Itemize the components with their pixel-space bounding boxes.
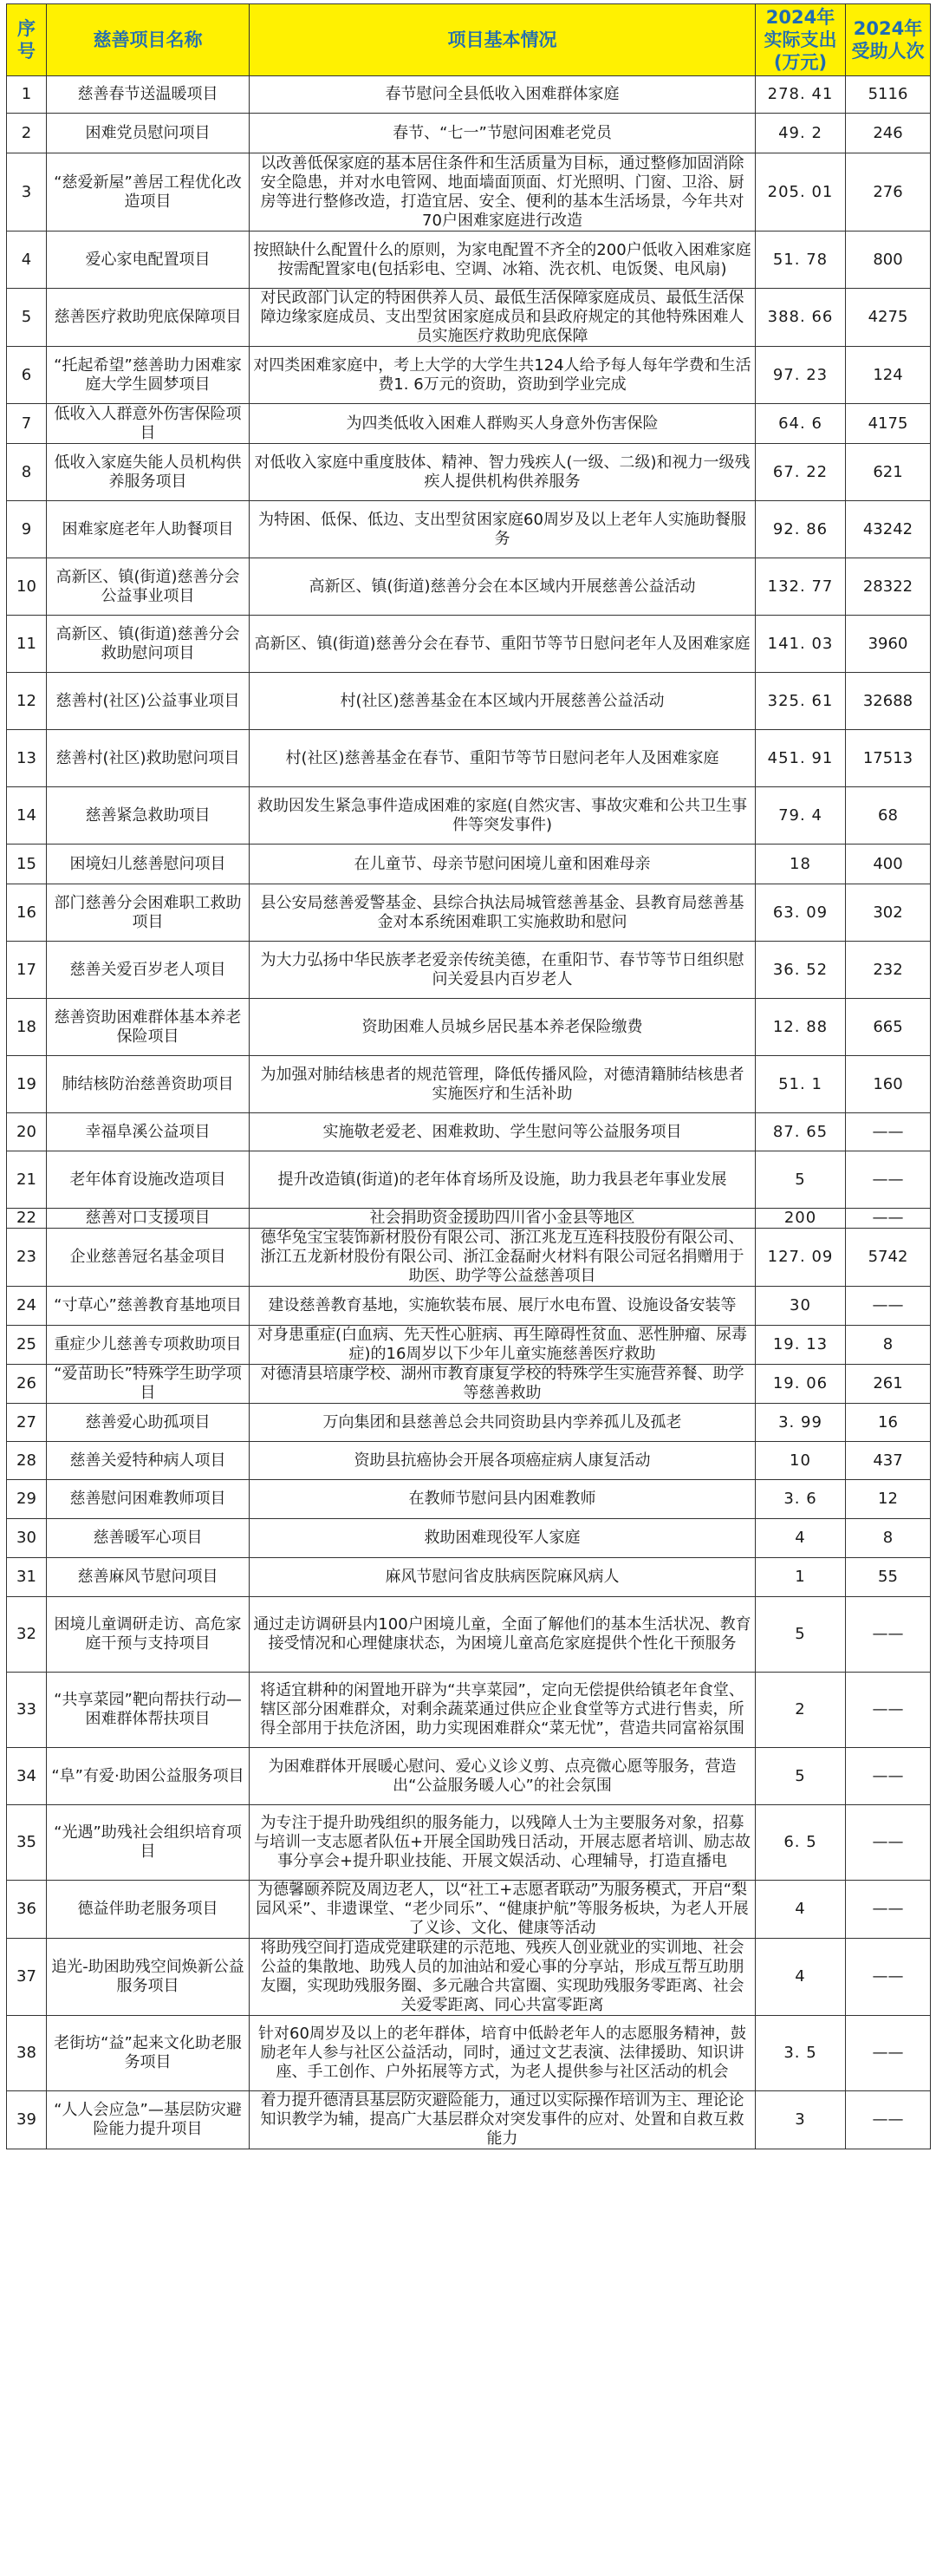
expenditure-amount: 4: [756, 1939, 846, 2016]
table-row: [7, 999, 931, 1056]
project-description: 建设慈善教育基地，实施软装布展、展厅水电布置、设施设备安装等: [250, 1287, 756, 1326]
expenditure-amount: 1: [756, 1558, 846, 1597]
table-row: [7, 232, 931, 289]
project-name: 困难党员慰问项目: [47, 114, 250, 153]
project-name: 慈善资助困难群体基本养老保险项目: [47, 999, 250, 1056]
row-number: 1: [7, 76, 47, 114]
beneficiary-count: 400: [846, 845, 931, 884]
table-row: [7, 1326, 931, 1365]
project-description: 将适宜耕种的闲置地开辟为“共享菜园”，定向无偿提供给镇老年食堂、辖区部分困难群众，对剩余蔬菜通过供应企业食堂等方式进行售卖，所得全部用于扶危济困，助力实现困难群众“菜无忧”，营造共同富裕氛围: [250, 1673, 756, 1748]
beneficiary-count: 621: [846, 444, 931, 501]
header-people: 2024年受助人次: [846, 4, 931, 76]
project-name: 幸福阜溪公益项目: [47, 1113, 250, 1151]
beneficiary-count: 4175: [846, 404, 931, 444]
project-name: 老街坊“益”起来文化助老服务项目: [47, 2016, 250, 2091]
beneficiary-count: 261: [846, 1365, 931, 1404]
project-name: 慈善关爱特种病人项目: [47, 1442, 250, 1480]
project-description: 为加强对肺结核患者的规范管理，降低传播风险，对德清籍肺结核患者实施医疗和生活补助: [250, 1056, 756, 1113]
table-row: [7, 1480, 931, 1519]
row-number: 20: [7, 1113, 47, 1151]
table-row: [7, 1365, 931, 1404]
expenditure-amount: 3. 99: [756, 1404, 846, 1442]
table-row: [7, 1056, 931, 1113]
beneficiary-count: 665: [846, 999, 931, 1056]
header-desc: 项目基本情况: [250, 4, 756, 76]
beneficiary-count: 246: [846, 114, 931, 153]
expenditure-amount: 51. 1: [756, 1056, 846, 1113]
table-row: [7, 347, 931, 404]
row-number: 37: [7, 1939, 47, 2016]
table-row: [7, 1229, 931, 1287]
beneficiary-count: 16: [846, 1404, 931, 1442]
row-number: 30: [7, 1519, 47, 1558]
beneficiary-count: 302: [846, 884, 931, 942]
expenditure-amount: 325. 61: [756, 673, 846, 730]
beneficiary-count: 124: [846, 347, 931, 404]
row-number: 29: [7, 1480, 47, 1519]
project-description: 以改善低保家庭的基本居住条件和生活质量为目标，通过整修加固消除安全隐患，并对水电管网、地面墙面顶面、灯光照明、门窗、卫浴、厨房等进行整修改造，打造宜居、安全、便利的基本生活场景，今年共对70户困难家庭进行改造: [250, 153, 756, 232]
table-row: [7, 673, 931, 730]
expenditure-amount: 97. 23: [756, 347, 846, 404]
project-name: 慈善医疗救助兜底保障项目: [47, 289, 250, 347]
beneficiary-count: 437: [846, 1442, 931, 1480]
project-description: 针对60周岁及以上的老年群体，培育中低龄老年人的志愿服务精神，鼓励老年人参与社区公益活动，同时，通过文艺表演、法律援助、知识讲座、手工创作、户外拓展等方式，为老人提供参与社区活动的机会: [250, 2016, 756, 2091]
table-row: [7, 942, 931, 999]
row-number: 14: [7, 787, 47, 845]
table-row: [7, 730, 931, 787]
project-name: 高新区、镇(街道)慈善分会公益事业项目: [47, 558, 250, 616]
project-name: “人人会应急”—基层防灾避险能力提升项目: [47, 2091, 250, 2149]
expenditure-amount: 6. 5: [756, 1805, 846, 1881]
row-number: 15: [7, 845, 47, 884]
project-description: 通过走访调研县内100户困境儿童，全面了解他们的基本生活状况、教育接受情况和心理健康状态，为困境儿童高危家庭提供个性化干预服务: [250, 1597, 756, 1673]
beneficiary-count: ——: [846, 1287, 931, 1326]
beneficiary-count: 276: [846, 153, 931, 232]
beneficiary-count: ——: [846, 1209, 931, 1229]
table-row: [7, 1673, 931, 1748]
row-number: 16: [7, 884, 47, 942]
table-row: [7, 1442, 931, 1480]
project-description: 德华兔宝宝装饰新材股份有限公司、浙江兆龙互连科技股份有限公司、浙江五龙新材股份有限公司、浙江金磊耐火材料有限公司冠名捐赠用于助医、助学等公益慈善项目: [250, 1229, 756, 1287]
expenditure-amount: 92. 86: [756, 501, 846, 558]
project-name: 重症少儿慈善专项救助项目: [47, 1326, 250, 1365]
project-name: 企业慈善冠名基金项目: [47, 1229, 250, 1287]
expenditure-amount: 67. 22: [756, 444, 846, 501]
row-number: 36: [7, 1881, 47, 1939]
row-number: 35: [7, 1805, 47, 1881]
project-description: 对低收入家庭中重度肢体、精神、智力残疾人(一级、二级)和视力一级残疾人提供机构供养服务: [250, 444, 756, 501]
beneficiary-count: 8: [846, 1326, 931, 1365]
beneficiary-count: 55: [846, 1558, 931, 1597]
project-name: “托起希望”慈善助力困难家庭大学生圆梦项目: [47, 347, 250, 404]
expenditure-amount: 4: [756, 1519, 846, 1558]
project-name: 慈善紧急救助项目: [47, 787, 250, 845]
project-name: 高新区、镇(街道)慈善分会救助慰问项目: [47, 616, 250, 673]
beneficiary-count: ——: [846, 1939, 931, 2016]
beneficiary-count: 12: [846, 1480, 931, 1519]
table-body: [7, 76, 931, 2149]
project-name: 慈善对口支援项目: [47, 1209, 250, 1229]
row-number: 33: [7, 1673, 47, 1748]
project-description: 高新区、镇(街道)慈善分会在春节、重阳节等节日慰问老年人及困难家庭: [250, 616, 756, 673]
row-number: 3: [7, 153, 47, 232]
project-description: 对身患重症(白血病、先天性心脏病、再生障碍性贫血、恶性肿瘤、尿毒症)的16周岁以下少年儿童实施慈善医疗救助: [250, 1326, 756, 1365]
beneficiary-count: ——: [846, 1113, 931, 1151]
row-number: 6: [7, 347, 47, 404]
row-number: 9: [7, 501, 47, 558]
table-row: [7, 884, 931, 942]
expenditure-amount: 10: [756, 1442, 846, 1480]
project-name: 爱心家电配置项目: [47, 232, 250, 289]
project-name: 慈善村(社区)救助慰问项目: [47, 730, 250, 787]
row-number: 23: [7, 1229, 47, 1287]
project-name: 慈善村(社区)公益事业项目: [47, 673, 250, 730]
beneficiary-count: 32688: [846, 673, 931, 730]
expenditure-amount: 2: [756, 1673, 846, 1748]
expenditure-amount: 200: [756, 1209, 846, 1229]
project-description: 为大力弘扬中华民族孝老爱亲传统美德，在重阳节、春节等节日组织慰问关爱县内百岁老人: [250, 942, 756, 999]
beneficiary-count: ——: [846, 2016, 931, 2091]
row-number: 12: [7, 673, 47, 730]
project-description: 救助因发生紧急事件造成困难的家庭(自然灾害、事故灾难和公共卫生事件等突发事件): [250, 787, 756, 845]
row-number: 8: [7, 444, 47, 501]
table-row: [7, 1805, 931, 1881]
project-description: 春节、“七一”节慰问困难老党员: [250, 114, 756, 153]
project-description: 麻风节慰问省皮肤病医院麻风病人: [250, 1558, 756, 1597]
expenditure-amount: 3. 5: [756, 2016, 846, 2091]
beneficiary-count: ——: [846, 1151, 931, 1209]
table-row: [7, 404, 931, 444]
table-row: [7, 76, 931, 114]
row-number: 17: [7, 942, 47, 999]
charity-projects-table: [6, 3, 931, 2149]
beneficiary-count: 800: [846, 232, 931, 289]
project-description: 将助残空间打造成党建联建的示范地、残疾人创业就业的实训地、社会公益的集散地、助残人员的加油站和爱心事的分享站，形成互帮互助朋友圈，实现助残服务圈、多元融合共富圈、实现助残服务零距离、社会关爱零距离、同心共富零距离: [250, 1939, 756, 2016]
project-description: 高新区、镇(街道)慈善分会在本区域内开展慈善公益活动: [250, 558, 756, 616]
row-number: 22: [7, 1209, 47, 1229]
expenditure-amount: 30: [756, 1287, 846, 1326]
table-row: [7, 444, 931, 501]
table-row: [7, 1558, 931, 1597]
project-description: 对德清县培康学校、湖州市教育康复学校的特殊学生实施营养餐、助学等慈善救助: [250, 1365, 756, 1404]
beneficiary-count: 232: [846, 942, 931, 999]
row-number: 5: [7, 289, 47, 347]
table-row: [7, 845, 931, 884]
beneficiary-count: 8: [846, 1519, 931, 1558]
project-description: 社会捐助资金援助四川省小金县等地区: [250, 1209, 756, 1229]
row-number: 7: [7, 404, 47, 444]
project-description: 着力提升德清县基层防灾避险能力，通过以实际操作培训为主、理论论知识教学为辅，提高广大基层群众对突发事件的应对、处置和自救互救能力: [250, 2091, 756, 2149]
expenditure-amount: 19. 13: [756, 1326, 846, 1365]
project-name: 老年体育设施改造项目: [47, 1151, 250, 1209]
project-description: 在儿童节、母亲节慰问困境儿童和困难母亲: [250, 845, 756, 884]
table-row: [7, 1287, 931, 1326]
expenditure-amount: 63. 09: [756, 884, 846, 942]
table-row: [7, 616, 931, 673]
row-number: 34: [7, 1748, 47, 1805]
project-description: 为专注于提升助残组织的服务能力，以残障人士为主要服务对象，招募与培训一支志愿者队伍+开展全国助残日活动，开展志愿者培训、励志故事分享会+提升职业技能、开展文娱活动、心理辅导，打造直播电: [250, 1805, 756, 1881]
project-name: 部门慈善分会困难职工救助项目: [47, 884, 250, 942]
expenditure-amount: 49. 2: [756, 114, 846, 153]
header-name: 慈善项目名称: [47, 4, 250, 76]
expenditure-amount: 51. 78: [756, 232, 846, 289]
beneficiary-count: ——: [846, 1748, 931, 1805]
beneficiary-count: 4275: [846, 289, 931, 347]
expenditure-amount: 205. 01: [756, 153, 846, 232]
row-number: 18: [7, 999, 47, 1056]
project-name: 追光-助困助残空间焕新公益服务项目: [47, 1939, 250, 2016]
beneficiary-count: 68: [846, 787, 931, 845]
expenditure-amount: 132. 77: [756, 558, 846, 616]
row-number: 31: [7, 1558, 47, 1597]
table-row: [7, 1748, 931, 1805]
table-row: [7, 787, 931, 845]
expenditure-amount: 3. 6: [756, 1480, 846, 1519]
project-name: 慈善麻风节慰问项目: [47, 1558, 250, 1597]
table-row: [7, 2091, 931, 2149]
expenditure-amount: 5: [756, 1748, 846, 1805]
expenditure-amount: 388. 66: [756, 289, 846, 347]
project-name: 困境妇儿慈善慰问项目: [47, 845, 250, 884]
row-number: 25: [7, 1326, 47, 1365]
project-name: 肺结核防治慈善资助项目: [47, 1056, 250, 1113]
beneficiary-count: 17513: [846, 730, 931, 787]
project-name: 困境儿童调研走访、高危家庭干预与支持项目: [47, 1597, 250, 1673]
beneficiary-count: 5116: [846, 76, 931, 114]
row-number: 10: [7, 558, 47, 616]
beneficiary-count: ——: [846, 1881, 931, 1939]
project-name: “光遇”助残社会组织培育项目: [47, 1805, 250, 1881]
table-row: [7, 2016, 931, 2091]
expenditure-amount: 127. 09: [756, 1229, 846, 1287]
expenditure-amount: 64. 6: [756, 404, 846, 444]
expenditure-amount: 4: [756, 1881, 846, 1939]
table-row: [7, 558, 931, 616]
project-description: 对四类困难家庭中，考上大学的大学生共124人给予每人每年学费和生活费1. 6万元的资助，资助到学业完成: [250, 347, 756, 404]
table-row: [7, 1597, 931, 1673]
row-number: 24: [7, 1287, 47, 1326]
table-row: [7, 1519, 931, 1558]
beneficiary-count: 3960: [846, 616, 931, 673]
table-row: [7, 1404, 931, 1442]
expenditure-amount: 5: [756, 1597, 846, 1673]
beneficiary-count: 5742: [846, 1229, 931, 1287]
project-description: 对民政部门认定的特困供养人员、最低生活保障家庭成员、最低生活保障边缘家庭成员、支出型贫困家庭成员和县政府规定的其他特殊困难人员实施医疗救助兜底保障: [250, 289, 756, 347]
project-description: 为困难群体开展暖心慰问、爱心义诊义剪、点亮微心愿等服务，营造出“公益服务暖人心”的社会氛围: [250, 1748, 756, 1805]
project-description: 救助困难现役军人家庭: [250, 1519, 756, 1558]
project-name: “阜”有爱·助困公益服务项目: [47, 1748, 250, 1805]
table-row: [7, 289, 931, 347]
project-name: “慈爱新屋”善居工程优化改造项目: [47, 153, 250, 232]
project-description: 为四类低收入困难人群购买人身意外伤害保险: [250, 404, 756, 444]
expenditure-amount: 3: [756, 2091, 846, 2149]
project-description: 提升改造镇(街道)的老年体育场所及设施，助力我县老年事业发展: [250, 1151, 756, 1209]
project-description: 县公安局慈善爱警基金、县综合执法局城管慈善基金、县教育局慈善基金对本系统困难职工实施救助和慰问: [250, 884, 756, 942]
table-row: [7, 1881, 931, 1939]
beneficiary-count: 28322: [846, 558, 931, 616]
project-name: 慈善春节送温暖项目: [47, 76, 250, 114]
row-number: 28: [7, 1442, 47, 1480]
row-number: 32: [7, 1597, 47, 1673]
row-number: 26: [7, 1365, 47, 1404]
project-name: 德益伴助老服务项目: [47, 1881, 250, 1939]
expenditure-amount: 19. 06: [756, 1365, 846, 1404]
row-number: 13: [7, 730, 47, 787]
table-row: [7, 501, 931, 558]
project-name: 低收入人群意外伤害保险项目: [47, 404, 250, 444]
row-number: 11: [7, 616, 47, 673]
project-name: 慈善暖军心项目: [47, 1519, 250, 1558]
row-number: 39: [7, 2091, 47, 2149]
beneficiary-count: 43242: [846, 501, 931, 558]
project-name: 低收入家庭失能人员机构供养服务项目: [47, 444, 250, 501]
table-row: [7, 153, 931, 232]
project-description: 按照缺什么配置什么的原则，为家电配置不齐全的200户低收入困难家庭按需配置家电(包括彩电、空调、冰箱、洗衣机、电饭煲、电风扇): [250, 232, 756, 289]
row-number: 4: [7, 232, 47, 289]
row-number: 2: [7, 114, 47, 153]
project-name: 慈善关爱百岁老人项目: [47, 942, 250, 999]
project-description: 资助县抗癌协会开展各项癌症病人康复活动: [250, 1442, 756, 1480]
row-number: 27: [7, 1404, 47, 1442]
project-description: 实施敬老爱老、困难救助、学生慰问等公益服务项目: [250, 1113, 756, 1151]
beneficiary-count: ——: [846, 1673, 931, 1748]
expenditure-amount: 36. 52: [756, 942, 846, 999]
project-description: 为德馨颐养院及周边老人，以“社工+志愿者联动”为服务模式，开启“梨园风采”、非遗课堂、“老少同乐”、“健康护航”等服务板块，为老人开展了义诊、文化、健康等活动: [250, 1881, 756, 1939]
table-row: [7, 1151, 931, 1209]
project-description: 春节慰问全县低收入困难群体家庭: [250, 76, 756, 114]
project-description: 在教师节慰问县内困难教师: [250, 1480, 756, 1519]
beneficiary-count: ——: [846, 1597, 931, 1673]
table-header-row: [7, 4, 931, 76]
expenditure-amount: 278. 41: [756, 76, 846, 114]
project-name: “寸草心”慈善教育基地项目: [47, 1287, 250, 1326]
project-description: 村(社区)慈善基金在本区域内开展慈善公益活动: [250, 673, 756, 730]
project-description: 资助困难人员城乡居民基本养老保险缴费: [250, 999, 756, 1056]
table-row: [7, 1209, 931, 1229]
project-name: 慈善爱心助孤项目: [47, 1404, 250, 1442]
table-row: [7, 1939, 931, 2016]
project-name: 慈善慰问困难教师项目: [47, 1480, 250, 1519]
table-row: [7, 114, 931, 153]
project-description: 万向集团和县慈善总会共同资助县内孪养孤儿及孤老: [250, 1404, 756, 1442]
expenditure-amount: 87. 65: [756, 1113, 846, 1151]
expenditure-amount: 12. 88: [756, 999, 846, 1056]
expenditure-amount: 18: [756, 845, 846, 884]
expenditure-amount: 79. 4: [756, 787, 846, 845]
row-number: 38: [7, 2016, 47, 2091]
beneficiary-count: ——: [846, 2091, 931, 2149]
row-number: 19: [7, 1056, 47, 1113]
header-amount: 2024年实际支出(万元): [756, 4, 846, 76]
expenditure-amount: 5: [756, 1151, 846, 1209]
row-number: 21: [7, 1151, 47, 1209]
project-name: 困难家庭老年人助餐项目: [47, 501, 250, 558]
header-no: 序号: [7, 4, 47, 76]
project-name: “共享菜园”靶向帮扶行动—困难群体帮扶项目: [47, 1673, 250, 1748]
expenditure-amount: 451. 91: [756, 730, 846, 787]
project-name: “爱苗助长”特殊学生助学项目: [47, 1365, 250, 1404]
beneficiary-count: ——: [846, 1805, 931, 1881]
expenditure-amount: 141. 03: [756, 616, 846, 673]
table-row: [7, 1113, 931, 1151]
project-description: 为特困、低保、低边、支出型贫困家庭60周岁及以上老年人实施助餐服务: [250, 501, 756, 558]
beneficiary-count: 160: [846, 1056, 931, 1113]
project-description: 村(社区)慈善基金在春节、重阳节等节日慰问老年人及困难家庭: [250, 730, 756, 787]
